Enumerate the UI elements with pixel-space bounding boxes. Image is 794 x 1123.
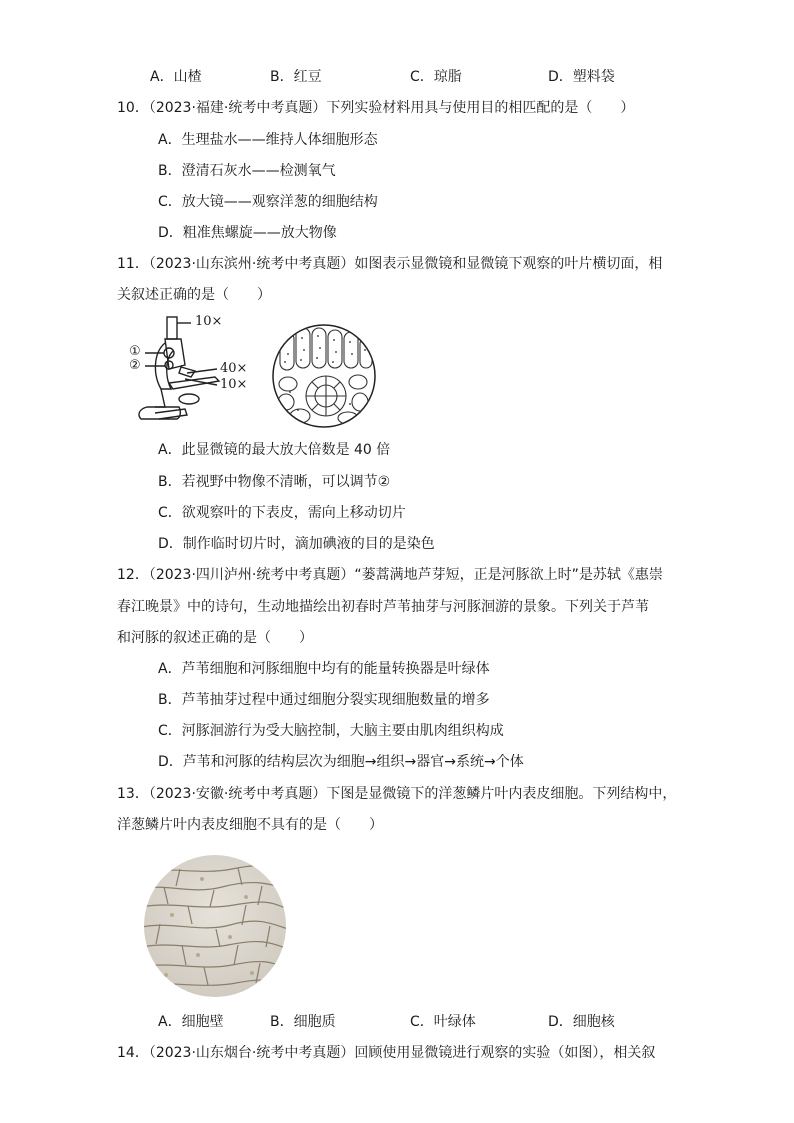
part-2-label: ② <box>129 358 141 373</box>
q13-option-c: C．叶绿体 <box>410 1014 476 1030</box>
q11-stem-line-2: 关叙述正确的是（ ） <box>117 287 271 303</box>
q9-option-d: D．塑料袋 <box>548 69 615 85</box>
q12-option-b: B．芦苇抽芽过程中通过细胞分裂实现细胞数量的增多 <box>158 692 490 708</box>
q12-stem-line-2: 春江晚景》中的诗句，生动地描绘出初春时芦苇抽芽与河豚洄游的景象。下列关于芦苇 <box>117 599 649 615</box>
q12-stem-line-1: 12．（2023·四川泸州·统考中考真题）“蒌蒿满地芦芽短，正是河豚欲上时”是苏轼《惠崇 <box>117 567 663 583</box>
q10-stem: 10．（2023·福建·统考中考真题）下列实验材料用具与使用目的相匹配的是（ ） <box>117 100 635 116</box>
leaf-section-drawing <box>270 322 378 430</box>
q13-option-d: D．细胞核 <box>548 1014 615 1030</box>
q13-option-a: A．细胞壁 <box>158 1014 224 1030</box>
q9-option-a: A．山楂 <box>150 69 202 85</box>
q13-stem-line-1: 13．（2023·安徽·统考中考真题）下图是显微镜下的洋葱鳞片叶内表皮细胞。下列结构中， <box>117 786 677 802</box>
objective-low-label: 10× <box>220 377 248 392</box>
q13-option-b: B．细胞质 <box>270 1014 336 1030</box>
q11-option-c: C．欲观察叶的下表皮，需向上移动切片 <box>158 505 406 521</box>
onion-cells-drawing <box>142 853 288 999</box>
q12-option-c: C．河豚洄游行为受大脑控制，大脑主要由肌肉组织构成 <box>158 723 504 739</box>
q9-option-c: C．琼脂 <box>410 69 462 85</box>
q12-option-a: A．芦苇细胞和河豚细胞中均有的能量转换器是叶绿体 <box>158 661 490 677</box>
eyepiece-label: 10× <box>195 314 223 329</box>
microscope-drawing <box>125 313 275 425</box>
q11-stem-line-1: 11．（2023·山东滨州·统考中考真题）如图表示显微镜和显微镜下观察的叶片横切面，相 <box>117 256 663 272</box>
part-1-label: ① <box>129 344 141 359</box>
q12-stem-line-3: 和河豚的叙述正确的是（ ） <box>117 630 313 646</box>
q10-option-c: C．放大镜——观察洋葱的细胞结构 <box>158 194 378 210</box>
objective-high-label: 40× <box>220 361 248 376</box>
q13-stem-line-2: 洋葱鳞片叶内表皮细胞不具有的是（ ） <box>117 817 383 833</box>
q9-option-b: B．红豆 <box>270 69 322 85</box>
leaf-cross-section-figure <box>270 322 378 430</box>
q10-option-b: B．澄清石灰水——检测氧气 <box>158 163 336 179</box>
microscope-figure <box>125 313 275 425</box>
q12-option-d: D．芦苇和河豚的结构层次为细胞→组织→器官→系统→个体 <box>158 754 524 770</box>
q11-option-d: D．制作临时切片时，滴加碘液的目的是染色 <box>158 536 435 552</box>
q10-option-a: A．生理盐水——维持人体细胞形态 <box>158 132 378 148</box>
q10-option-d: D．粗准焦螺旋——放大物像 <box>158 225 337 241</box>
q14-stem-line-1: 14．（2023·山东烟台·统考中考真题）回顾使用显微镜进行观察的实验（如图），相关叙 <box>117 1045 656 1061</box>
q11-option-a: A．此显微镜的最大放大倍数是 40 倍 <box>158 442 391 458</box>
q11-option-b: B．若视野中物像不清晰，可以调节② <box>158 474 391 490</box>
onion-epidermis-micrograph <box>142 853 288 999</box>
